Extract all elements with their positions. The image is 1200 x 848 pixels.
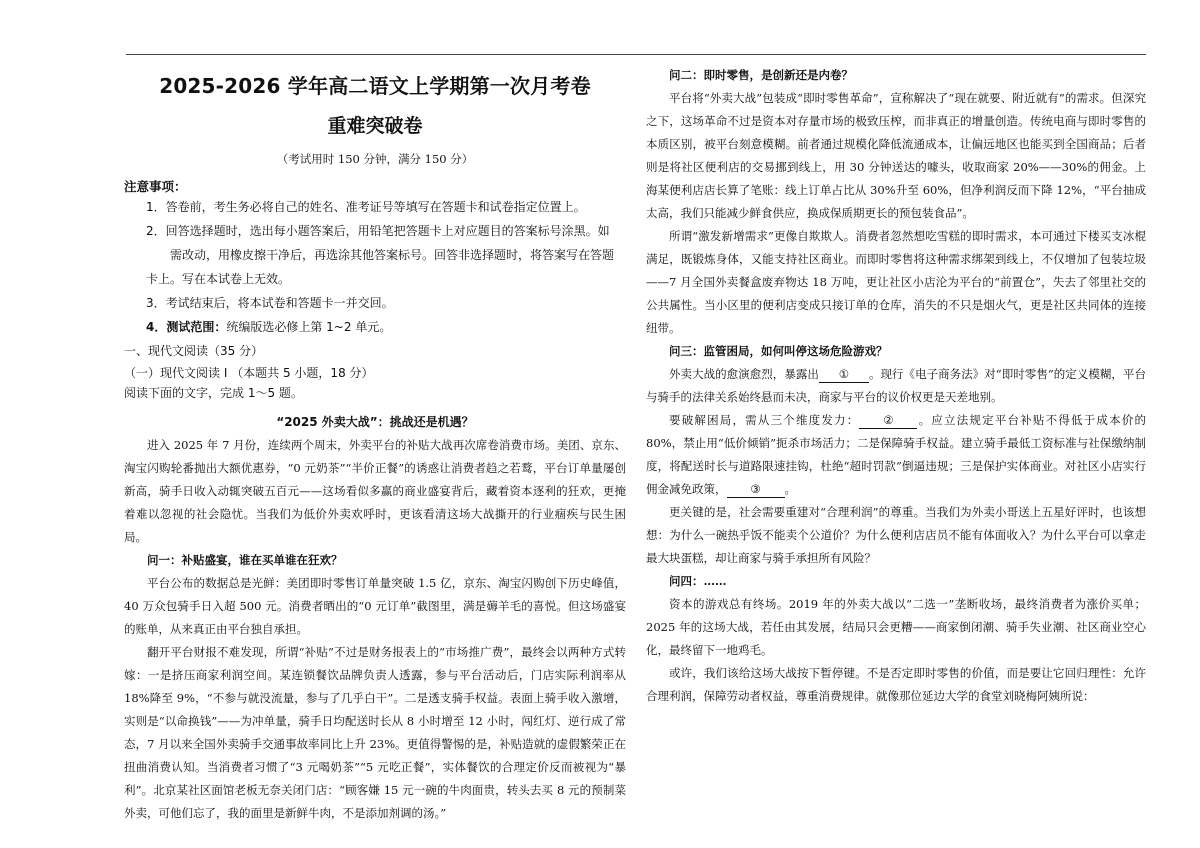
notice-item-4-label: 4．测试范围： bbox=[146, 320, 227, 334]
p7-mid: 。应立法规定平台补贴不得低于成本价的 80%，禁止用“低价倾销”扼杀市场活力；二是保障骑手权益。建立骑手最低工资标准与社保缴纳制度，将配送时长与道路限速挂钩，杜绝“超时罚款”倒逼违规；三是保护实体商业。对社区小店实行佣金减免政策， bbox=[646, 413, 1146, 496]
notice-item-2c: 卡上。写在本试卷上无效。 bbox=[146, 272, 291, 286]
exam-info: （考试用时 150 分钟，满分 150 分） bbox=[276, 152, 474, 166]
left-column bbox=[124, 64, 626, 825]
p7-before: 要破解困局，需从三个维度发力： bbox=[669, 413, 860, 427]
top-rule bbox=[126, 54, 1146, 55]
question-heading-3: 问三：监管困局，如何叫停这场危险游戏？ bbox=[669, 344, 888, 358]
article-paragraph-5: 所谓“激发新增需求”更像自欺欺人。消费者忽然想吃雪糕的即时需求，本可通过下楼买支冰棍满足，既锻炼身体，又能支持社区商业。而即时零售将这种需求绑架到线上，不仅增加了包装垃圾——7 月全国外卖餐盒废弃物达 18 万吨，更让社区小店沦为平台的“前置仓”，失去了邻里社交的公共属性。当小区里的便利店变成只接订单的仓库，消失的不只是烟火气，更是社区共同体的连接纽带。 bbox=[646, 229, 1146, 335]
question-heading-4: 问四：…… bbox=[669, 574, 727, 588]
notice-item-2a: 2．回答选择题时，选出每小题答案后，用铅笔把答题卡上对应题目的答案标号涂黑。如 bbox=[146, 224, 610, 238]
subsection-heading: （一）现代文阅读 I （本题共 5 小题，18 分） bbox=[124, 366, 374, 380]
article-paragraph-4: 平台将“外卖大战”包装成“即时零售革命”，宣称解决了“现在就要、附近就有”的需求。但深究之下，这场革命不过是资本对存量市场的极致压榨，而非真正的增量创造。传统电商与即时零售的本质区别，被平台刻意模糊。前者通过规模化降低流通成本，让偏远地区也能买到全国商品；后者则是将社区便利店的交易挪到线上，用 30 分钟送达的噱头，收取商家 20%——30%的佣金。上海某便利店店长算了笔账：线上订单占比从 30%升至 60%，但净利润反而下降 12%，“平台抽成太高，我们只能减少鲜食供应，换成保质期更长的预包装食品”。 bbox=[646, 91, 1146, 220]
p7-end: 。 bbox=[784, 482, 796, 496]
section-heading: 一、现代文阅读（35 分） bbox=[124, 344, 264, 358]
question-heading-1: 问一：补贴盛宴，谁在买单谁在狂欢？ bbox=[147, 553, 343, 567]
article-paragraph-9: 资本的游戏总有终场。2019 年的外卖大战以“二选一”垄断收场，最终消费者为涨价买单；2025 年的这场大战，若任由其发展，结局只会更糟——商家倒闭潮、骑手失业潮、社区商业空心化，最终留下一地鸡毛。 bbox=[646, 597, 1146, 657]
answer-blank-2[interactable]: ② bbox=[859, 412, 917, 429]
notice-list bbox=[124, 195, 626, 339]
article-paragraph-8: 更关键的是，社会需要重建对“合理利润”的尊重。当我们为外卖小哥送上五星好评时，也该想想：为什么一碗热乎饭不能卖个公道价？为什么便利店店员不能有体面收入？为什么平台可以拿走最大块蛋糕，却让商家与骑手承担所有风险？ bbox=[646, 505, 1146, 565]
notice-item-1: 1．答卷前，考生务必将自己的姓名、准考证号等填写在答题卡和试卷指定位置上。 bbox=[146, 200, 586, 214]
right-column bbox=[646, 64, 1146, 708]
article-title: “2025 外卖大战”：挑战还是机遇？ bbox=[276, 415, 474, 429]
p6-before: 外卖大战的愈演愈烈，暴露出 bbox=[669, 367, 819, 381]
notice-item-2b: 需改动，用橡皮擦干净后，再选涂其他答案标号。回答非选择题时，将答案写在答题 bbox=[170, 248, 615, 262]
notice-item-3: 3．考试结束后，将本试卷和答题卡一并交回。 bbox=[146, 296, 394, 310]
article-paragraph-2: 平台公布的数据总是光鲜：美团即时零售订单量突破 1.5 亿，京东、淘宝闪购创下历史峰值，40 万众包骑手日入超 500 元。消费者晒出的“0 元订单”截图里，满是薅羊毛的喜悦。但这场盛宴的账单，从来真正由平台独自承担。 bbox=[124, 576, 626, 636]
notice-item-4 bbox=[146, 315, 626, 339]
article-paragraph-6 bbox=[646, 363, 1146, 409]
answer-blank-1[interactable]: ① bbox=[819, 366, 869, 383]
article-paragraph-10: 或许，我们该给这场大战按下暂停键。不是否定即时零售的价值，而是要让它回归理性：允许合理利润，保障劳动者权益，尊重消费规律。就像那位延边大学的食堂刘晓梅阿姨所说： bbox=[646, 666, 1146, 703]
notice-heading: 注意事项： bbox=[124, 179, 187, 194]
article-paragraph-7 bbox=[646, 409, 1146, 501]
article-paragraph-3: 翻开平台财报不难发现，所谓“补贴”不过是财务报表上的“市场推广费”，最终会以两种方式转嫁：一是挤压商家利润空间。某连锁餐饮品牌负责人透露，参与平台活动后，门店实际利润率从 18%降至 9%，“不参与就没流量，参与了几乎白干”。二是透支骑手权益。表面上骑手收入激增，实则是“以命换钱”——为冲单量，骑手日均配送时长从 8 小时增至 12 小时，闯红灯、逆行成了常态，7 月以来全国外卖骑手交通事故率同比上升 23%。更值得警惕的是，补贴造就的虚假繁荣正在扭曲消费认知。当消费者习惯了“3 元喝奶茶”“5 元吃正餐”，实体餐饮的合理定价反而被视为“暴利”。北京某社区面馆老板无奈关闭门店：“顾客嫌 15 元一碗的牛肉面贵，转头去买 8 元的预制菜外卖，可他们忘了，我的面里是新鲜牛肉，不是添加剂调的汤。” bbox=[124, 645, 626, 820]
article-paragraph-1: 进入 2025 年 7 月份，连续两个周末，外卖平台的补贴大战再次席卷消费市场。美团、京东、淘宝闪购轮番抛出大额优惠券，“0 元奶茶”“半价正餐”的诱惑让消费者趋之若鹜，平台订单量屡创新高，骑手日收入动辄突破五百元——这场看似多赢的商业盛宴背后，藏着资本逐利的狂欢，更掩着难以忽视的社会隐忧。当我们为低价外卖欢呼时，更该看清这场大战撕开的行业痼疾与民生困局。 bbox=[124, 438, 626, 544]
p6-after: 。现行《电子商务法》对“即时零售”的定义模糊，平台与骑手的法律关系始终悬而未决，商家与平台的议价权更是天差地别。 bbox=[646, 367, 1146, 404]
notice-item-4-text: 统编版选必修上第 1~2 单元。 bbox=[226, 320, 392, 334]
reading-instruction: 阅读下面的文字，完成 1～5 题。 bbox=[124, 386, 303, 400]
exam-subtitle: 重难突破卷 bbox=[327, 115, 423, 137]
answer-blank-3[interactable]: ③ bbox=[727, 481, 785, 498]
exam-title: 2025-2026 学年高二语文上学期第一次月考卷 bbox=[159, 74, 591, 98]
question-heading-2: 问二：即时零售，是创新还是内卷？ bbox=[669, 68, 853, 82]
